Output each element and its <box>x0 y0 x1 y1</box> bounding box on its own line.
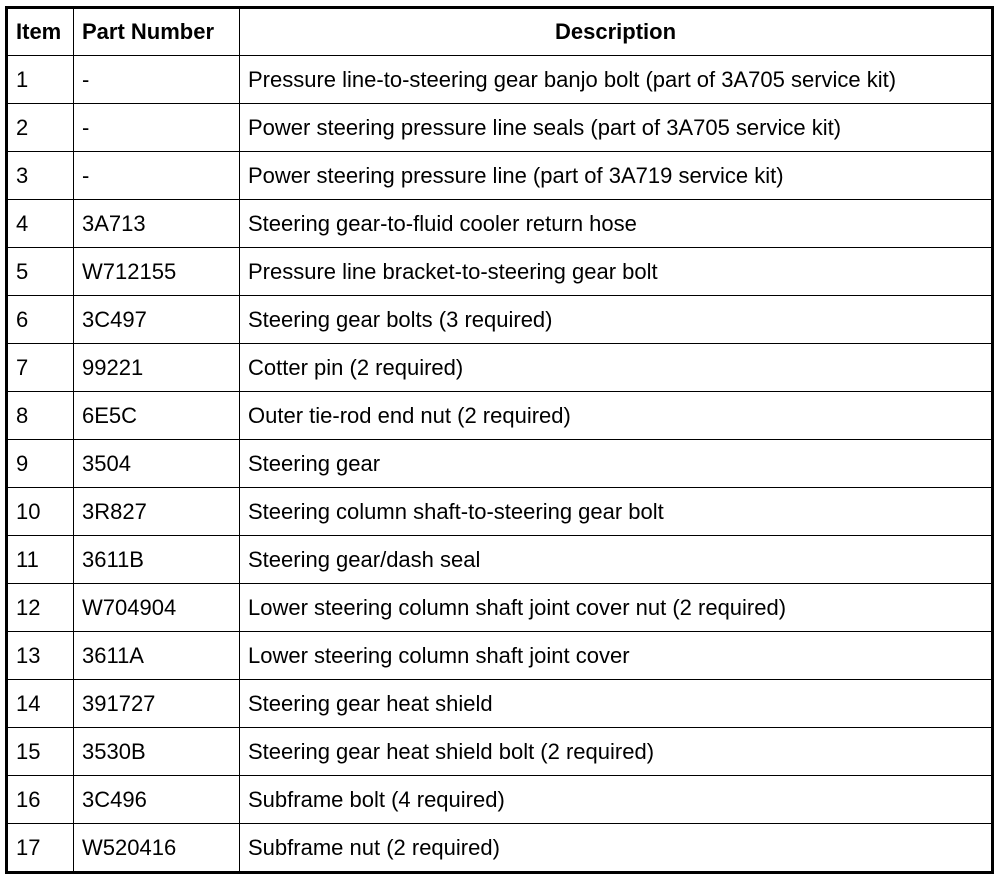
cell-item: 17 <box>7 824 74 873</box>
cell-item: 8 <box>7 392 74 440</box>
table-row <box>7 152 993 200</box>
cell-description: Cotter pin (2 required) <box>240 344 993 392</box>
cell-part-number: W712155 <box>74 248 240 296</box>
cell-item: 13 <box>7 632 74 680</box>
table-row <box>7 248 993 296</box>
cell-description: Steering gear <box>240 440 993 488</box>
cell-part-number: 3611B <box>74 536 240 584</box>
table-row <box>7 392 993 440</box>
cell-item: 4 <box>7 200 74 248</box>
cell-description: Power steering pressure line seals (part of 3A705 service kit) <box>240 104 993 152</box>
cell-description: Lower steering column shaft joint cover nut (2 required) <box>240 584 993 632</box>
table-row <box>7 344 993 392</box>
cell-part-number: 391727 <box>74 680 240 728</box>
cell-part-number: - <box>74 152 240 200</box>
table-row <box>7 728 993 776</box>
cell-item: 6 <box>7 296 74 344</box>
cell-part-number: 6E5C <box>74 392 240 440</box>
cell-description: Steering gear heat shield <box>240 680 993 728</box>
cell-description: Steering gear-to-fluid cooler return hose <box>240 200 993 248</box>
cell-part-number: - <box>74 104 240 152</box>
table-row <box>7 536 993 584</box>
cell-description: Power steering pressure line (part of 3A719 service kit) <box>240 152 993 200</box>
table-row <box>7 824 993 873</box>
cell-description: Lower steering column shaft joint cover <box>240 632 993 680</box>
cell-description: Pressure line-to-steering gear banjo bolt (part of 3A705 service kit) <box>240 56 993 104</box>
header-part-number: Part Number <box>74 8 240 56</box>
cell-item: 2 <box>7 104 74 152</box>
table-row <box>7 776 993 824</box>
cell-item: 5 <box>7 248 74 296</box>
cell-part-number: 3504 <box>74 440 240 488</box>
cell-item: 9 <box>7 440 74 488</box>
parts-table <box>5 6 994 874</box>
table-row <box>7 56 993 104</box>
cell-item: 10 <box>7 488 74 536</box>
cell-item: 3 <box>7 152 74 200</box>
cell-description: Steering gear/dash seal <box>240 536 993 584</box>
cell-item: 14 <box>7 680 74 728</box>
cell-part-number: 3C496 <box>74 776 240 824</box>
cell-part-number: 3R827 <box>74 488 240 536</box>
header-row <box>7 8 993 56</box>
table-row <box>7 104 993 152</box>
cell-part-number: 3C497 <box>74 296 240 344</box>
cell-part-number: W704904 <box>74 584 240 632</box>
cell-description: Pressure line bracket-to-steering gear bolt <box>240 248 993 296</box>
cell-item: 15 <box>7 728 74 776</box>
table-row <box>7 488 993 536</box>
cell-item: 16 <box>7 776 74 824</box>
table-row <box>7 584 993 632</box>
cell-item: 11 <box>7 536 74 584</box>
table-row <box>7 440 993 488</box>
table-row <box>7 200 993 248</box>
header-description: Description <box>240 8 993 56</box>
cell-part-number: 3611A <box>74 632 240 680</box>
cell-part-number: - <box>74 56 240 104</box>
cell-description: Subframe nut (2 required) <box>240 824 993 873</box>
cell-description: Subframe bolt (4 required) <box>240 776 993 824</box>
cell-description: Steering gear heat shield bolt (2 required) <box>240 728 993 776</box>
cell-part-number: 3A713 <box>74 200 240 248</box>
cell-description: Steering gear bolts (3 required) <box>240 296 993 344</box>
table-body <box>7 56 993 873</box>
cell-description: Outer tie-rod end nut (2 required) <box>240 392 993 440</box>
cell-description: Steering column shaft-to-steering gear bolt <box>240 488 993 536</box>
cell-item: 7 <box>7 344 74 392</box>
header-item: Item <box>7 8 74 56</box>
cell-part-number: W520416 <box>74 824 240 873</box>
cell-item: 12 <box>7 584 74 632</box>
table-row <box>7 680 993 728</box>
table-header <box>7 8 993 56</box>
cell-item: 1 <box>7 56 74 104</box>
cell-part-number: 99221 <box>74 344 240 392</box>
table-row <box>7 632 993 680</box>
table-row <box>7 296 993 344</box>
cell-part-number: 3530B <box>74 728 240 776</box>
